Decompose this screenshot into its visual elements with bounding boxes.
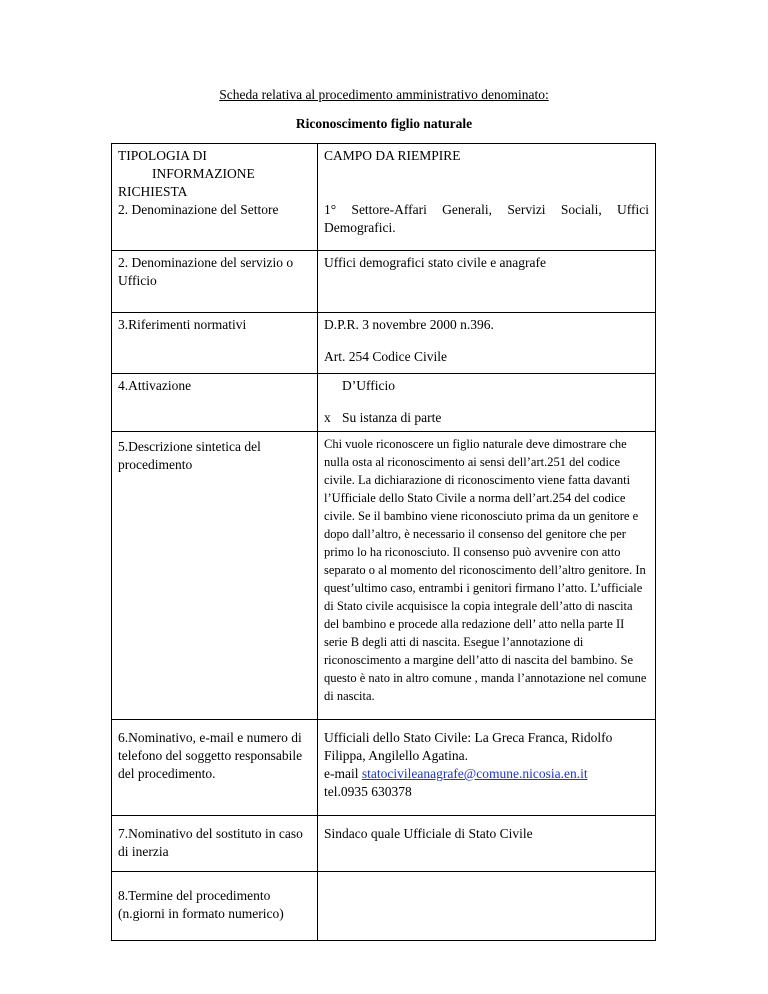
responsible-label: 6.Nominativo, e-mail e numero di telefono del soggetto responsabile del procedimento. bbox=[112, 720, 318, 816]
activation-selected-mark: x bbox=[324, 410, 331, 425]
table-row bbox=[112, 816, 656, 872]
table-row bbox=[112, 374, 656, 432]
responsible-phone: tel.0935 630378 bbox=[324, 784, 412, 799]
references-label: 3.Riferimenti normativi bbox=[112, 313, 318, 374]
reference-codice-civile: Art. 254 Codice Civile bbox=[324, 349, 447, 364]
table-row bbox=[112, 313, 656, 374]
header-type-label-line1: TIPOLOGIA DI bbox=[118, 148, 207, 163]
activation-option-istanza-label: Su istanza di parte bbox=[342, 410, 442, 425]
row1-right-cell bbox=[318, 144, 656, 251]
reference-dpr: D.P.R. 3 novembre 2000 n.396. bbox=[324, 317, 494, 332]
row4-right-cell bbox=[318, 374, 656, 432]
header-type-label-line3: RICHIESTA bbox=[118, 184, 188, 199]
description-label: 5.Descrizione sintetica del procedimento bbox=[112, 432, 318, 720]
substitute-label: 7.Nominativo del sostituto in caso di inerzia bbox=[112, 816, 318, 872]
row1-left-cell bbox=[112, 144, 318, 251]
responsible-email-line bbox=[324, 765, 649, 783]
document-title: Scheda relativa al procedimento amministrativo denominato: bbox=[219, 87, 549, 102]
table-row bbox=[112, 144, 656, 251]
activation-option-istanza bbox=[324, 409, 649, 427]
activation-option-ufficio-label: D’Ufficio bbox=[342, 378, 395, 393]
table-row bbox=[112, 432, 656, 720]
substitute-value: Sindaco quale Ufficiale di Stato Civile bbox=[318, 816, 656, 872]
email-prefix: e-mail bbox=[324, 766, 362, 781]
document-subject: Riconoscimento figlio naturale bbox=[295, 116, 473, 131]
activation-label: 4.Attivazione bbox=[112, 374, 318, 432]
table-row bbox=[112, 720, 656, 816]
responsible-names: Ufficiali dello Stato Civile: La Greca Franca, Ridolfo Filippa, Angilello Agatina. bbox=[324, 730, 613, 763]
sector-value: 1° Settore-Affari Generali, Servizi Sociali, Uffici Demografici. bbox=[324, 202, 649, 235]
header-type-label-line2: INFORMAZIONE bbox=[152, 166, 255, 181]
service-label: 2. Denominazione del servizio o Ufficio bbox=[112, 251, 318, 313]
responsible-email-link[interactable]: statocivileanagrafe@comune.nicosia.en.it bbox=[361, 766, 588, 781]
table-row bbox=[112, 251, 656, 313]
info-table bbox=[111, 143, 656, 941]
sector-label: 2. Denominazione del Settore bbox=[118, 202, 279, 217]
deadline-label: 8.Termine del procedimento (n.giorni in formato numerico) bbox=[112, 872, 318, 941]
deadline-value bbox=[318, 872, 656, 941]
activation-option-ufficio bbox=[324, 377, 649, 395]
row6-right-cell bbox=[318, 720, 656, 816]
row3-right-cell bbox=[318, 313, 656, 374]
service-value: Uffici demografici stato civile e anagrafe bbox=[318, 251, 656, 313]
description-value: Chi vuole riconoscere un figlio naturale deve dimostrare che nulla osta al riconoscimento ai sensi dell’art.251 del codice civile. La dichiarazione di riconoscimento viene fatta davanti l’Ufficiale dello Stato Civile a norma dell’art.254 del codice civile. Se il bambino viene riconosciuto prima da un genitore e dopo dall’altro, è necessario il consenso del genitore che per primo lo ha riconosciuto. Il consenso può avvenire con atto separato o al momento del riconoscimento dell’altro genitore. In quest’ultimo caso, entrambi i genitori firmano l’atto. L’ufficiale di Stato civile acquisisce la copia integrale dell’atto di nascita del bambino e procede alla redazione dell’ atto nella parte II serie B degli atti di nascita. Esegue l’annotazione di riconoscimento a margine dell’atto di nascita del bambino. Se questo è nato in altro comune , manda l’annotazione nel comune di nascita. bbox=[318, 432, 656, 720]
header-field-label: CAMPO DA RIEMPIRE bbox=[324, 148, 461, 163]
table-row bbox=[112, 872, 656, 941]
